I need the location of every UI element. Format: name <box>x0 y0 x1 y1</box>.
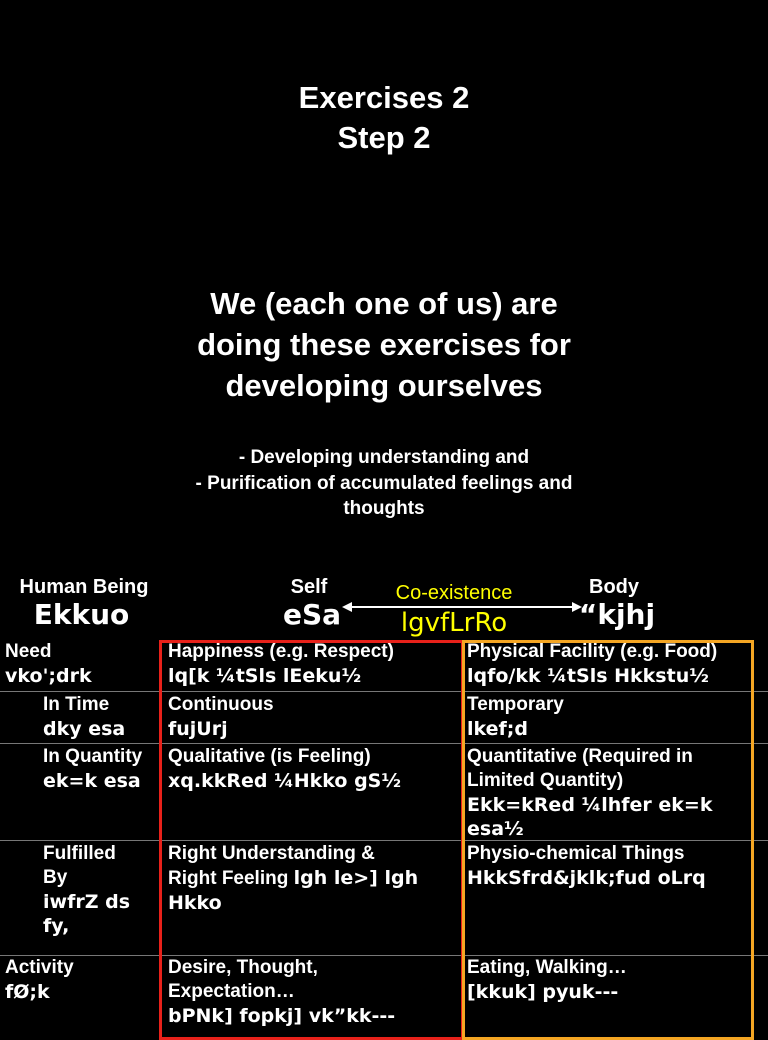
header-human-being-hi: Ekkuo <box>33 598 130 631</box>
row-fulfilled-body: Physio-chemical Things HkkSfrd&jklk;fud oLrq <box>467 843 706 889</box>
bullet-list <box>0 445 768 522</box>
slide-title <box>0 78 768 158</box>
row-time-self: Continuous fujUrj <box>168 694 274 740</box>
header-human-being-en: Human Being <box>19 576 149 598</box>
row-activity-label: Activity fØ;k <box>5 957 74 1003</box>
row-activity-self: Desire, Thought, Expectation… bPNk] fopkj] vk”kk--- <box>168 957 396 1027</box>
row-fulfilled-label: Fulfilled By iwfrZ ds fy, <box>43 843 131 937</box>
headline-line-2: doing these exercises for <box>197 327 571 362</box>
row-time-label: In Time dky esa <box>43 694 126 740</box>
header-self-hi: eSa <box>282 598 342 631</box>
row-need-self: Happiness (e.g. Respect) lq[k ¼tSls lEeku½ <box>168 641 394 687</box>
row-need-label: Need vko';drk <box>5 641 92 687</box>
title-line-1: Exercises 2 <box>298 80 470 115</box>
row-activity-body: Eating, Walking… [kkuk] pyuk--- <box>467 957 627 1003</box>
header-self-en: Self <box>290 576 328 598</box>
bullet-1: - Developing understanding and <box>238 447 530 468</box>
header-coexistence-hi: lgvfLrRo <box>400 608 508 638</box>
coexistence-arrow <box>340 599 584 615</box>
headline-line-1: We (each one of us) are <box>210 286 558 321</box>
row-time-body: Temporary lkef;d <box>467 694 564 740</box>
row-quantity-body: Quantitative (Required in Limited Quantity) Ekk=kRed ¼lhfer ek=k esa½ <box>467 746 713 840</box>
header-coexistence-en: Co-existence <box>395 582 513 604</box>
row-fulfilled-self: Right Understanding & Right Feeling lgh le>] lgh Hkko <box>168 843 419 914</box>
row-need-body: Physical Facility (e.g. Food) lqfo/kk ¼tSls Hkkstu½ <box>467 641 718 687</box>
row-quantity-self: Qualitative (is Feeling) xq.kkRed ¼Hkko gS½ <box>168 746 402 792</box>
title-line-2: Step 2 <box>337 120 431 155</box>
bullet-2: - Purification of accumulated feelings and <box>195 472 573 494</box>
row-quantity-label: In Quantity ek=k esa <box>43 746 143 792</box>
header-body-hi: “kjhj <box>578 598 656 631</box>
header-body-en: Body <box>589 576 639 598</box>
headline <box>0 283 768 406</box>
headline-line-3: developing ourselves <box>225 368 543 403</box>
bullet-3: thoughts <box>343 498 425 519</box>
